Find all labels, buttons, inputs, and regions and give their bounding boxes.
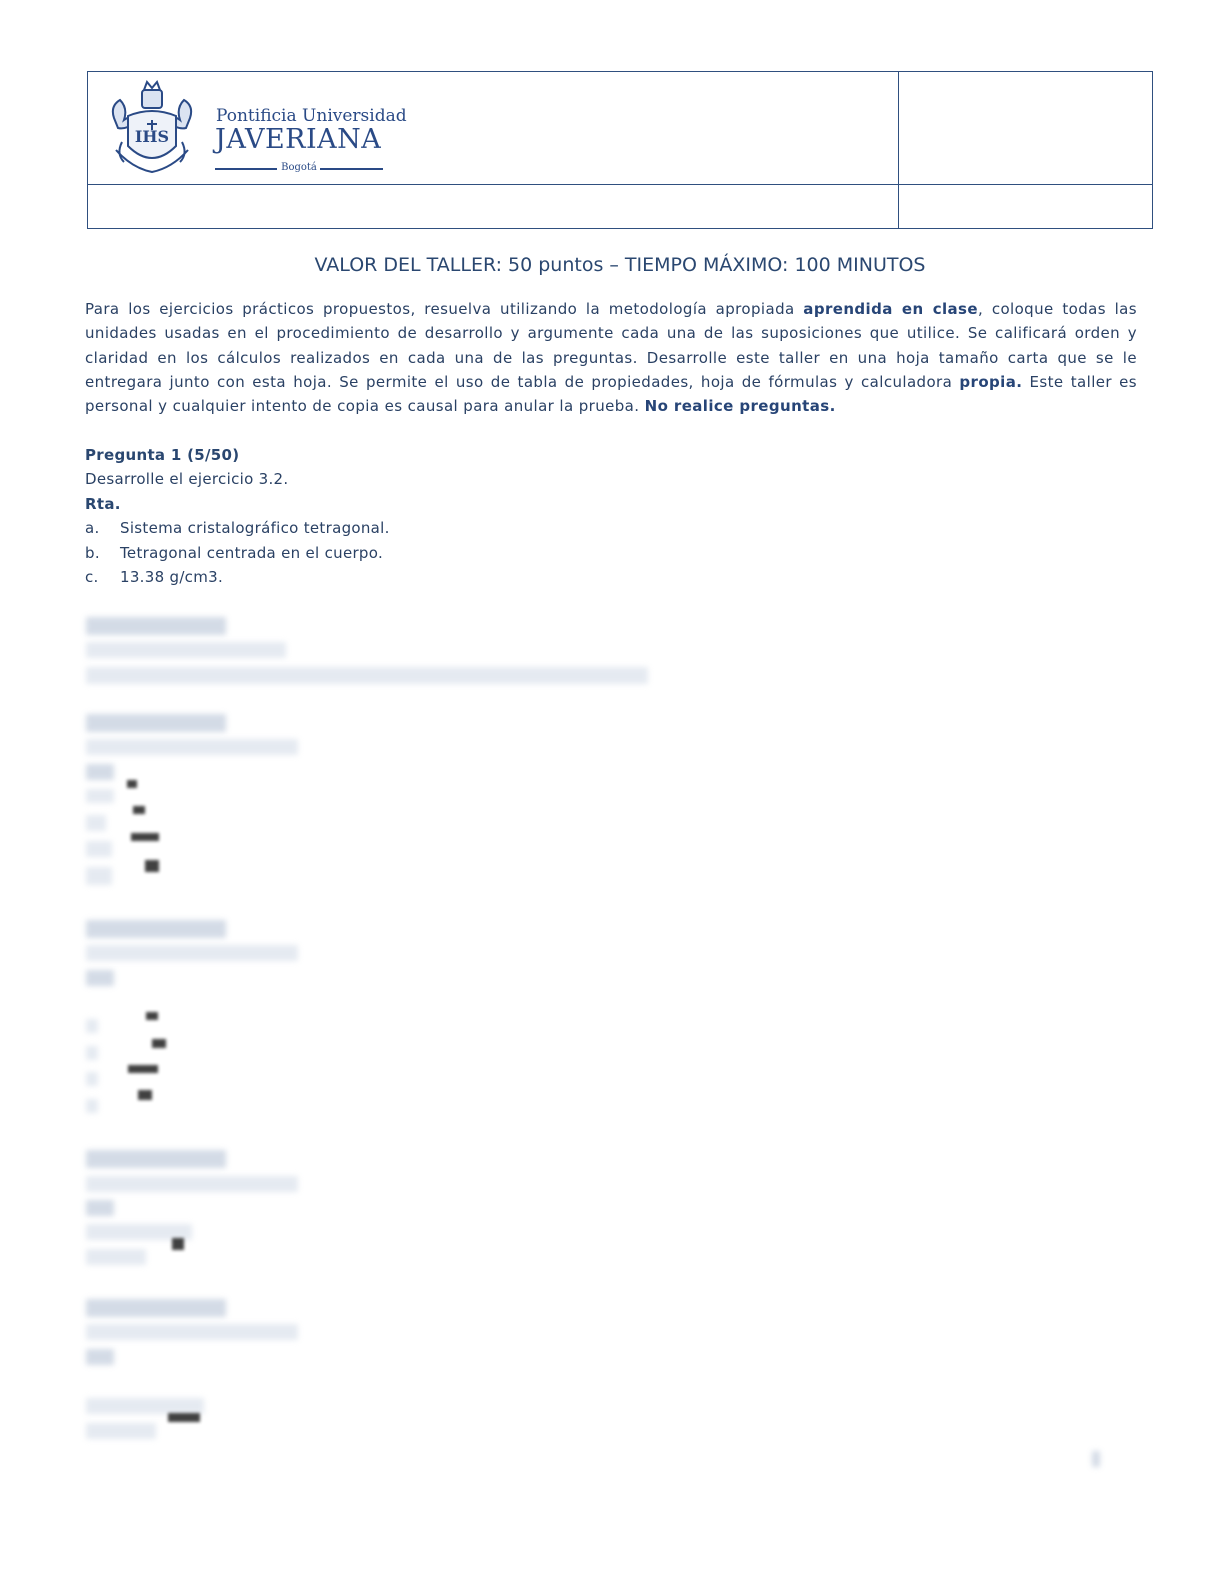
instructions-paragraph [85,297,1137,418]
logo-rule-right [320,168,383,170]
university-crest-icon [102,78,202,178]
answer-item [85,541,785,565]
answer-item-label: a. [85,519,100,538]
header-cell-top-right [899,72,1152,185]
question-1-answer-label: Rta. [85,494,121,513]
header-table [87,71,1153,229]
answer-item [85,565,785,589]
header-logo-cell [88,72,899,185]
instructions-bold-1: aprendida en clase [803,300,978,318]
page-title: VALOR DEL TALLER: 50 puntos – TIEMPO MÁXIMO: 100 MINUTOS [314,254,926,276]
question-1-statement: Desarrolle el ejercicio 3.2. [85,470,289,489]
logo-line-1: Pontificia Universidad [216,106,407,126]
instructions-bold-3: No realice preguntas. [644,397,836,416]
answer-item [85,516,785,540]
instructions-bold-2: propia. [959,372,1023,391]
header-cell-bottom-left [88,185,899,228]
instructions-text-1: Para los ejercicios prácticos propuestos, resuelva utilizando la metodología apropiada [85,300,804,318]
university-logo [102,78,407,178]
answer-item-label: b. [85,543,100,562]
header-cell-bottom-right [899,185,1152,228]
answer-item-label: c. [85,568,99,586]
question-1 [85,443,785,589]
answer-item-text: 13.38 g/cm3. [120,568,224,586]
answer-item-text: Sistema cristalográfico tetragonal. [120,519,390,538]
answer-item-text: Tetragonal centrada en el cuerpo. [120,543,384,562]
instructions-text-3: Este taller es personal y cualquier intento de copia es causal para anular la prueba. [85,372,1137,416]
instructions-text-2: , coloque todas las unidades usadas en el procedimiento de desarrollo y argumente cada una de las suposiciones que utilice. Se calificará orden y claridad en los cálculos realizados en cada una de las preguntas. Desarrolle este taller en una hoja tamaño carta que se le entregara junto con esta hoja. Se permite el uso de tabla de propiedades, hoja de fórmulas y calculadora [85,300,1137,391]
question-1-heading: Pregunta 1 (5/50) [85,446,240,464]
svg-text:IHS: IHS [134,127,170,146]
logo-line-3: Bogotá [281,162,317,173]
logo-line-2: JAVERIANA [215,124,382,155]
